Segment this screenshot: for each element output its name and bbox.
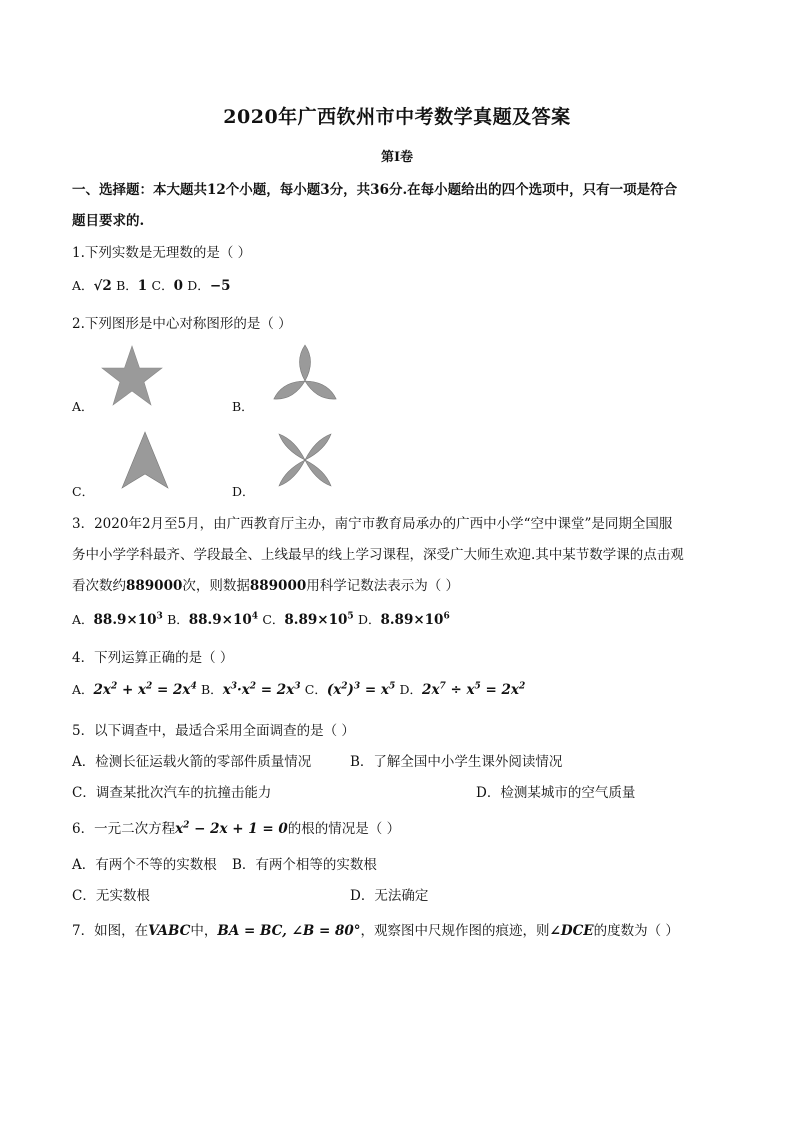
arrowhead-icon [120, 430, 170, 490]
question-1-options [72, 276, 231, 294]
q3-number-2: 889000 [249, 578, 307, 594]
question-1-stem: 1.下列实数是无理数的是（ ） [72, 245, 252, 261]
q3-option-b-exp: 4 [251, 611, 259, 622]
q6-equation: $x^2 - 2x + 1 = 0$ [175, 820, 288, 837]
q7-text-end: 的度数为（ ） [593, 923, 679, 939]
q3-text-post: 用科学记数法表示为（ ） [306, 578, 460, 594]
q3-number-1: 889000 [126, 578, 183, 594]
q6-option-c: C．无实数根 [72, 888, 150, 904]
three-petal-flower-icon [272, 343, 338, 409]
q1-option-c-value: 0 [173, 278, 183, 294]
question-3-line1: 3．2020年2月至5月，由广西教育厅主办，南宁市教育局承办的广西中小学“空中课堂”是同期全国服 [72, 516, 673, 532]
q7-triangle: VABC [148, 923, 191, 939]
q1-option-d-label: D． [187, 278, 210, 293]
section-instructions-line2: 题目要求的. [72, 213, 145, 229]
question-3-options [72, 610, 450, 628]
q4-option-d-label: D． [399, 682, 423, 697]
q2-option-b-label: B． [232, 399, 254, 414]
q4-option-a-label: A． [72, 682, 94, 697]
q6-option-b: B．有两个相等的实数根 [232, 857, 377, 873]
q1-option-d-value: −5 [209, 278, 231, 294]
q6-stem-post: 的根的情况是（ ） [287, 821, 401, 837]
q3-option-c-label: C． [262, 612, 285, 627]
section-instructions-line1: 一、选择题：本大题共12个小题，每小题3分，共36分.在每小题给出的四个选项中，只有一项是符合 [72, 182, 678, 198]
q3-option-d-exp: 6 [443, 611, 450, 622]
volume-heading: 第Ⅰ卷 [380, 150, 414, 165]
question-3-line3 [72, 574, 459, 594]
q5-option-c: C．调查某批次汽车的抗撞击能力 [72, 785, 272, 801]
four-petal-flower-icon [273, 428, 337, 492]
page-title: 2020年广西钦州市中考数学真题及答案 [223, 106, 571, 128]
q5-option-b: B．了解全国中小学生课外阅读情况 [350, 754, 563, 770]
q1-option-b-label: B． [116, 278, 138, 293]
q2-option-a-label: A． [72, 399, 94, 414]
q3-option-a-value: 88.9×10 [93, 612, 157, 628]
q1-option-c-label: C． [151, 278, 174, 293]
q4-option-b-label: B． [201, 682, 223, 697]
question-7-stem [72, 919, 679, 939]
q3-option-d-label: D． [357, 612, 381, 627]
q7-text-post: ，观察图中尺规作图的痕迹，则 [360, 923, 550, 939]
q6-stem-pre: 6．一元二次方程 [72, 821, 176, 837]
q3-text-mid: 次，则数据 [182, 578, 250, 594]
question-5-stem: 5．以下调查中，最适合采用全面调查的是（ ） [72, 723, 355, 739]
question-4-stem: 4．下列运算正确的是（ ） [72, 650, 234, 666]
question-3-line2: 务中小学学科最齐、学段最全、上线最早的线上学习课程，深受广大师生欢迎.其中某节数学课的点击观 [72, 547, 684, 563]
q7-text-mid: 中， [190, 923, 218, 939]
q4-option-c-expr: $(x^2)^3 = x^5$ [326, 681, 396, 698]
q5-option-d: D．检测某城市的空气质量 [476, 785, 636, 801]
question-2-stem: 2.下列图形是中心对称图形的是（ ） [72, 316, 292, 332]
q1-option-a-value: √2 [93, 278, 112, 294]
q1-option-b-value: 1 [137, 278, 148, 294]
q7-condition: BA = BC, ∠B = 80° [217, 923, 361, 939]
q4-option-a-expr: $2x^2 + x^2 = 2x^4$ [93, 681, 197, 698]
q4-option-d-expr: $2x^7 \div x^5 = 2x^2$ [422, 681, 526, 698]
q7-angle: ∠DCE [549, 923, 594, 939]
q3-option-c-value: 8.89×10 [284, 612, 348, 628]
q3-option-b-value: 88.9×10 [188, 612, 252, 628]
q3-option-a-label: A． [72, 612, 94, 627]
q3-option-d-value: 8.89×10 [380, 612, 444, 628]
q5-option-a: A．检测长征运载火箭的零部件质量情况 [72, 754, 312, 770]
q4-option-b-expr: $x^3\cdot x^2 = 2x^3$ [222, 681, 301, 698]
question-4-options [72, 680, 525, 698]
q3-option-a-exp: 3 [156, 611, 163, 622]
q3-option-b-label: B． [167, 612, 189, 627]
q7-text-pre: 7．如图，在 [72, 923, 149, 939]
five-pointed-star-icon [100, 344, 164, 408]
q1-option-a-label: A． [72, 278, 94, 293]
q3-text-pre: 看次数约 [72, 578, 126, 594]
question-6-stem [72, 817, 400, 837]
q2-option-d-label: D． [232, 484, 255, 499]
q4-option-c-label: C． [304, 682, 327, 697]
q6-option-a: A．有两个不等的实数根 [72, 857, 217, 873]
q2-option-c-label: C． [72, 484, 95, 499]
q6-option-d: D．无法确定 [350, 888, 429, 904]
q3-option-c-exp: 5 [347, 611, 354, 622]
